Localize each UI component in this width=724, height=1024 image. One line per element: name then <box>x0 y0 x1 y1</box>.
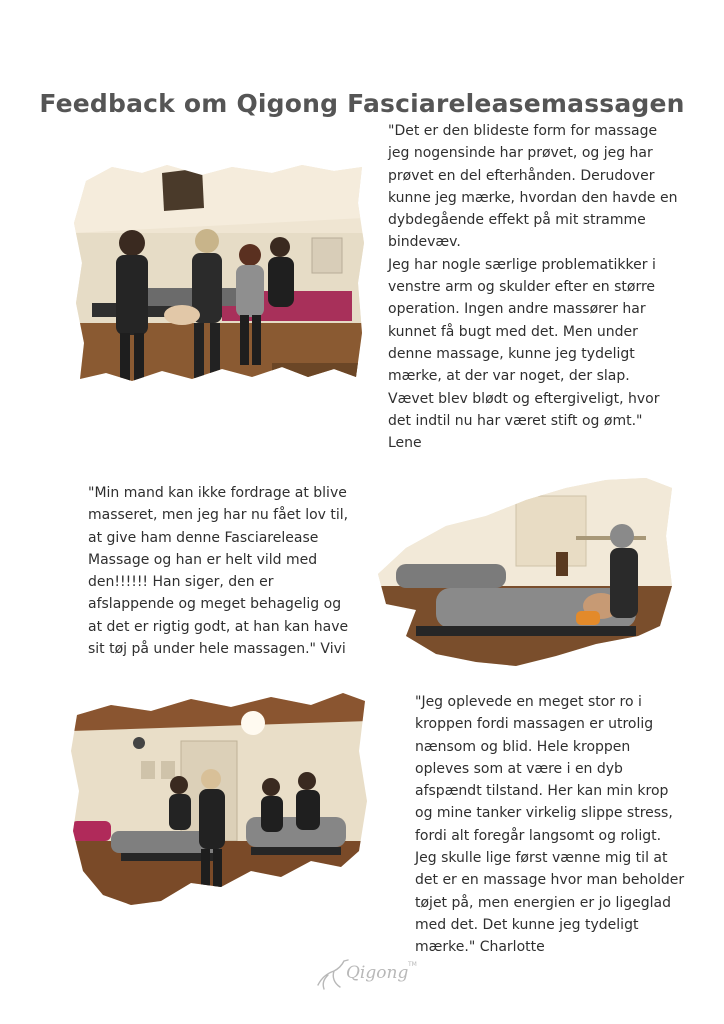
photo-massage-session-2 <box>376 476 674 670</box>
qigong-logo <box>312 957 422 993</box>
testimonial-lene: "Det er den blideste form for massage jeg nogensinde har prøvet, og jeg har prøvet en del efterhånden. Derudover kunne jeg mærke, hvordan den havde en dybdegående effekt på mit stramme bindevæv. Jeg har nogle særlige problematikker i venstre arm og skulder efter en større operation. Ingen andre massører har kunnet få bugt med det. Men under denne massage, kunne jeg tydeligt mærke, at der var noget, der slap. Vævet blev blødt og eftergiveligt, hvor det indtil nu har været stift og ømt." Lene <box>388 123 678 452</box>
logo-trademark: TM <box>408 961 417 968</box>
page-title: Feedback om Qigong Fasciareleasemassagen <box>39 88 685 118</box>
photo-massage-session-1 <box>72 163 364 407</box>
testimonial-vivi: "Min mand kan ikke fordrage at blive masseret, men jeg har nu fået lov til, at give ham denne Fasciarelease Massage og han er helt vild med den!!!!!! Han siger, den er afslappende og meget behagelig og at det er rigtig godt, at han kan have sit tøj på under hele massagen." Vivi <box>88 485 349 658</box>
testimonial-charlotte: "Jeg oplevede en meget stor ro i kroppen fordi massagen er utrolig nænsom og blid. Hele kroppen opleves som at være i en dyb afspændt tilstand. Her kan min krop og mine tanker virkelig slippe stress, fordi alt foregår langsomt og roligt. Jeg skulle lige først vænne mig til at det er en massage hvor man beholder tøjet på, men energien er jo ligeglad med det. Det kunne jeg tydeligt mærke." Charlotte <box>415 694 685 956</box>
logo-text: Qigong <box>346 963 409 983</box>
photo-massage-session-3 <box>71 691 367 909</box>
